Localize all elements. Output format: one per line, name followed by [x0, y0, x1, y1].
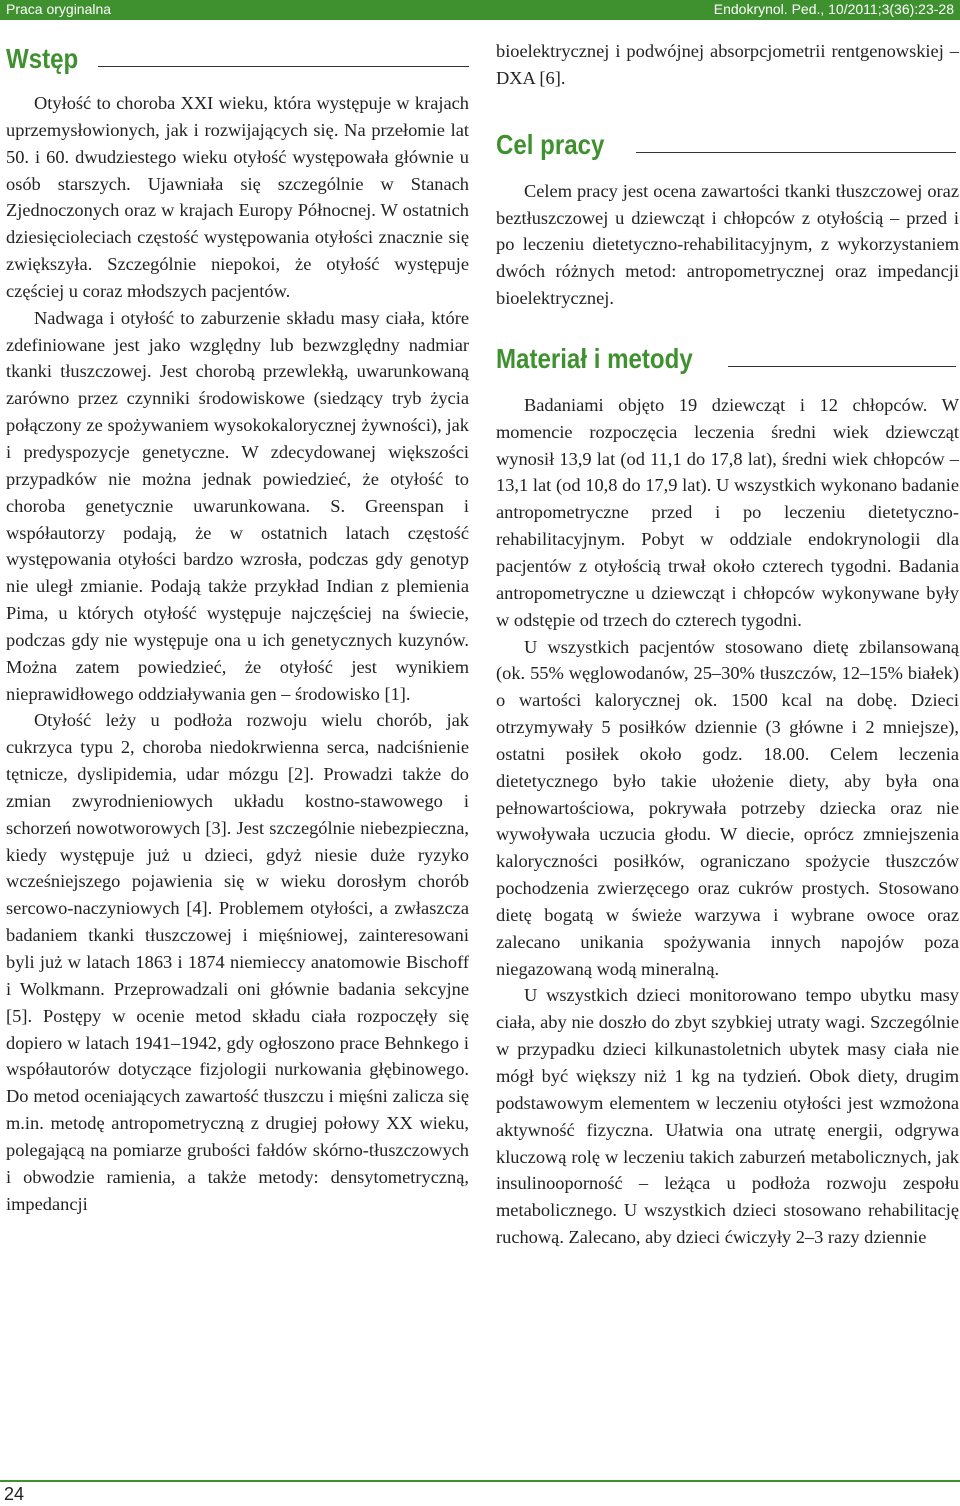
intro-paragraph-1: Otyłość to choroba XXI wieku, która występuje w krajach uprzemysłowionych, jak i rozwijających się. Na przełomie lat 50. i 60. dwudziestego wieku otyłość występowała głównie u osób starszych. Ujawniała się szczególnie w Stanach Zjednoczonych oraz w krajach Europy Północnej. W ostatnich dziesięcioleciach częstość występowania otyłości znacznie się zwiększyła. Szczególnie niepokoi, że otyłość występuje częściej u coraz młodszych pacjentów. — [6, 93, 469, 301]
article-type-label: Praca oryginalna — [6, 1, 112, 17]
intro-paragraph-3: Otyłość leży u podłoża rozwoju wielu chorób, jak cukrzyca typu 2, choroba niedokrwienna serca, nadciśnienie tętnicze, dyslipidemia, udar mózgu [2]. Prowadzi także do zmian zwyrodnieniowych układu kostno-stawowego i schorzeń nowotworowych [3]. Jest szczególnie niebezpieczna, kiedy występuje już u dzieci, gdyż niesie duże ryzyko wcześniejszego pojawienia się w wieku dorosłym chorób sercowo-naczyniowych [4]. Problemem otyłości, a zwłaszcza badaniem tkanki tłuszczowej i mięśniowej, zainteresowani byli już w latach 1863 i 1874 niemieccy anatomowie Bischoff i Wolkmann. Przeprowadzali oni głównie badania sekcyjne [5]. Postępy w ocenie metod składu ciała rozpoczęły się dopiero w latach 1941–1942, gdy ogłoszono prace Behnkego i współautorów dotyczące fizjologii nurkowania głębinowego. Do metod oceniających zawartość tłuszczu i mięśni zalicza się m.in. metodę antropometryczną z drugiej połowy XX wieku, polegającą na pomiarze grubości fałdów skórno-tłuszczowych i obwodzie ramienia, a także metody: densytometryczną, impedancji — [6, 710, 469, 1214]
heading-rule — [636, 152, 956, 153]
methods-paragraph-3: U wszystkich dzieci monitorowano tempo ubytku masy ciała, aby nie doszło do zbyt szybkiej utraty wagi. Szczególnie w przypadku dzieci kilkunastoletnich ubytek masy ciała nie mógł być większy niż 1 kg na tydzień. Obok diety, drugim podstawowym elementem w leczeniu otyłości jest wzmożona aktywność fizyczna. Ułatwia ona utratę energii, odgrywa kluczową rolę w leczeniu takich zaburzeń metabolicznych, jak insulinooporność – leżąca u podłoża rozwoju zespołu metabolicznego. U wszystkich dzieci stosowano rehabilitację ruchową. Zalecano, aby dzieci ćwiczyły 2–3 razy dziennie — [496, 985, 959, 1248]
aim-paragraph: Celem pracy jest ocena zawartości tkanki tłuszczowej oraz beztłuszczowej u dziewcząt i chłopców z otyłością – przed i po leczeniu dietetyczno-rehabilitacyjnym, z wykorzystaniem dwóch różnych metod: antropometrycznej oraz impedancji bioelektrycznej. — [496, 180, 959, 309]
heading-rule — [98, 66, 469, 67]
intro-paragraph-2: Nadwaga i otyłość to zaburzenie składu masy ciała, które zdefiniowane jest jako względny lub bezwzględny nadmiar tkanki tłuszczowej. Jest chorobą przewlekłą, uwarunkowaną zarówno przez czynniki środowiskowe (siedzący tryb życia połączony ze spożywaniem wysokokalorycznej żywności), jak i predyspozycje genetyczne. W zdecydowanej większości przypadków nie można jednak powiedzieć, że otyłość to choroba genetycznie uwarunkowana. S. Greenspan i współautorzy podają, że w ostatnich latach częstość występowania otyłości bardzo wzrosła, podczas gdy genotyp nie uległ zmianie. Podają także przykład Indian z plemienia Pima, u których otyłość występuje najczęściej na świecie, podczas gdy nie występuje ona u ich genetycznych kuzynów. Można zatem powiedzieć, że otyłość jest wynikiem nieprawidłowego oddziaływania gen – środowisko [1]. — [6, 307, 469, 704]
left-column — [6, 38, 469, 1217]
continuation-paragraph: bioelektrycznej i podwójnej absorpcjometrii rentgenowskiej – DXA [6]. — [496, 41, 959, 88]
section-heading-introduction: Wstęp — [6, 43, 79, 74]
page-number: 24 — [4, 1484, 25, 1504]
footer-rule — [0, 1480, 960, 1482]
journal-header-bar — [0, 0, 960, 20]
methods-paragraph-1: Badaniami objęto 19 dziewcząt i 12 chłopców. W momencie rozpoczęcia leczenia średni wiek dziewcząt wynosił 13,9 lat (od 11,1 do 17,8 lat), średni wiek chłopców – 13,1 lat (od 10,8 do 17,9 lat). U wszystkich wykonano badanie antropometryczne przed i po leczeniu dietetyczno-rehabilitacyjnym. Pobyt w oddziale endokrynologii dla pacjentów z otyłością trwał około czterech tygodni. Badania antropometryczne u dziewcząt i chłopców wykonywane były w odstępie od trzech do czterech tygodni. — [496, 394, 959, 630]
heading-rule — [728, 366, 956, 367]
journal-citation: Endokrynol. Ped., 10/2011;3(36):23-28 — [713, 1, 954, 17]
section-heading-methods: Materiał i metody — [496, 342, 693, 374]
section-heading-aim: Cel pracy — [496, 128, 605, 160]
right-column — [496, 38, 959, 1251]
methods-paragraph-2: U wszystkich pacjentów stosowano dietę zbilansowaną (ok. 55% węglowodanów, 25–30% tłuszczów, 12–15% białek) o wartości kalorycznej ok. 1500 kcal na dobę. Dzieci otrzymywały 5 posiłków dziennie (3 główne i 2 mniejsze), ostatni posiłek około godz. 18.00. Celem leczenia dietetycznego było takie ułożenie diety, aby była ona pełnowartościowa, pokrywała potrzeby dziecka oraz nie wywoływała uczucia głodu. W diecie, oprócz zmniejszenia kaloryczności posiłków, ograniczano spożycie tłuszczów pochodzenia zwierzęcego oraz cukrów prostych. Stosowano dietę bogatą w świeże warzywa i wybrane owoce oraz zalecano unikania spożywania innych napojów poza niegazowaną wodą mineralną. — [496, 636, 959, 979]
